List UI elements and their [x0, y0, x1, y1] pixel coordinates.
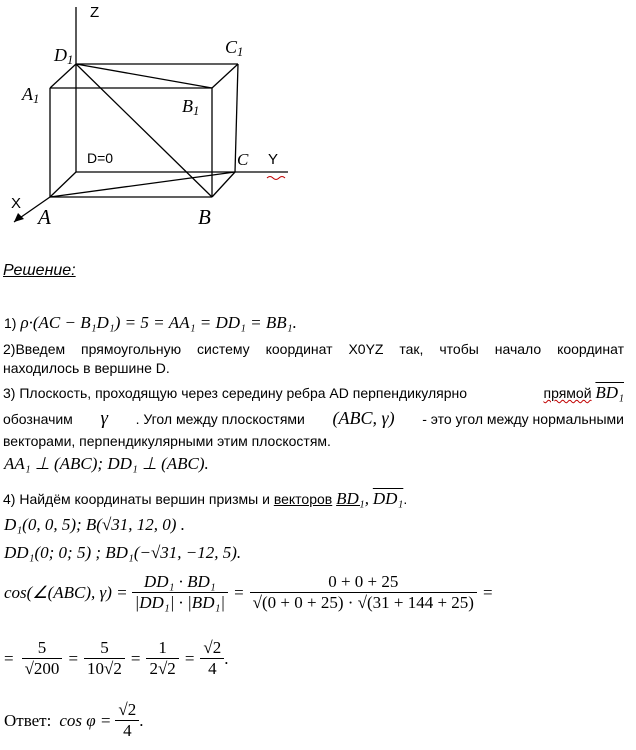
z-label-underline [267, 177, 285, 180]
answer-label: Ответ: [4, 710, 52, 730]
axis-x-arrow [14, 213, 24, 222]
hidden-edge-a-d [50, 172, 76, 197]
vertex-a1-label: $A_1$ [22, 84, 40, 106]
vertex-c-label: C [237, 150, 249, 169]
axis-y-label: Y [268, 151, 279, 168]
solution-heading: Решение: [3, 262, 76, 279]
origin-label: D=0 [87, 150, 114, 166]
cos-formula-line: cos(∠(ABC), γ) = $\frac{\text{DD₁ · BD₁}}{\text{|DD₁| · |BD₁|}}$ = $\frac{0 + 0 + 25}{√(0 + 0 + 25) \cdot √(31 + 144 + 25)}$ = [4, 572, 493, 612]
answer-line: Ответ: cos φ = $\frac{√2}{4}$ . [4, 700, 144, 740]
step-1-formula: ρ·(AC − B₁D₁) = 5 = AA₁ = DD₁ = BB₁. [20, 313, 297, 332]
simplification-chain: = $\frac{5}{√200}$ = $\frac{5}{10√2}$ = $\frac{1}{2√2}$ = $\frac{√2}{4}$ . [4, 638, 229, 678]
prism-edges [14, 7, 288, 222]
vertex-c1-label: $C_1$ [225, 37, 244, 59]
step-4-coords: D₁(0, 0, 5); B(√31, 12, 0) . [4, 515, 185, 534]
step-2-line-2: находилось в вершине D. [3, 360, 170, 376]
step-3-line-4: AA₁ ⊥ (ABC); DD₁ ⊥ (ABC). [4, 454, 209, 473]
step-3-line-1: 3) Плоскость, проходящую через середину ребра AD перпендикулярно прямой BD₁ [3, 383, 624, 402]
gamma-symbol: γ [100, 408, 108, 429]
step-3-line-3: векторами, перпендикулярными этим плоскостям. [3, 433, 331, 449]
edge-b-c [212, 172, 235, 197]
step-4-line-1: 4) Найдём координаты вершин призмы и векторов BD₁, DD₁. [3, 489, 408, 508]
vertex-a-label: A [38, 205, 51, 229]
step-1: 1) ρ·(AC − B₁D₁) = 5 = AA₁ = DD₁ = BB₁. [4, 313, 297, 332]
step-4-vectors: DD₁(0; 0; 5) ; BD₁(−√31, −12, 5). [4, 543, 242, 562]
cos-fraction-numbers: $\frac{0 + 0 + 25}{√(0 + 0 + 25) \cdot √(31 + 144 + 25)}$ [250, 572, 477, 613]
vertex-b-label: B [198, 205, 211, 229]
axis-x-label: X [11, 195, 22, 212]
axis-z-label: Z [90, 4, 100, 21]
vertex-b1-label: $B_1$ [182, 96, 200, 118]
step-3-line-2: обозначим γ . Угол между плоскостями (ABC, γ) - это угол между нормальными [3, 408, 624, 429]
prism-figure [0, 0, 320, 240]
vertex-d1-label: $D_1$ [54, 45, 74, 67]
step-2-line-1: 2)Введем прямоугольную систему координат X0YZ так, чтобы начало координат [3, 341, 624, 357]
cos-fraction-vectors: $\frac{\text{DD₁ · BD₁}}{\text{|DD₁| · |BD₁|}}$ [132, 572, 228, 613]
edge-c1-b1 [212, 64, 238, 88]
